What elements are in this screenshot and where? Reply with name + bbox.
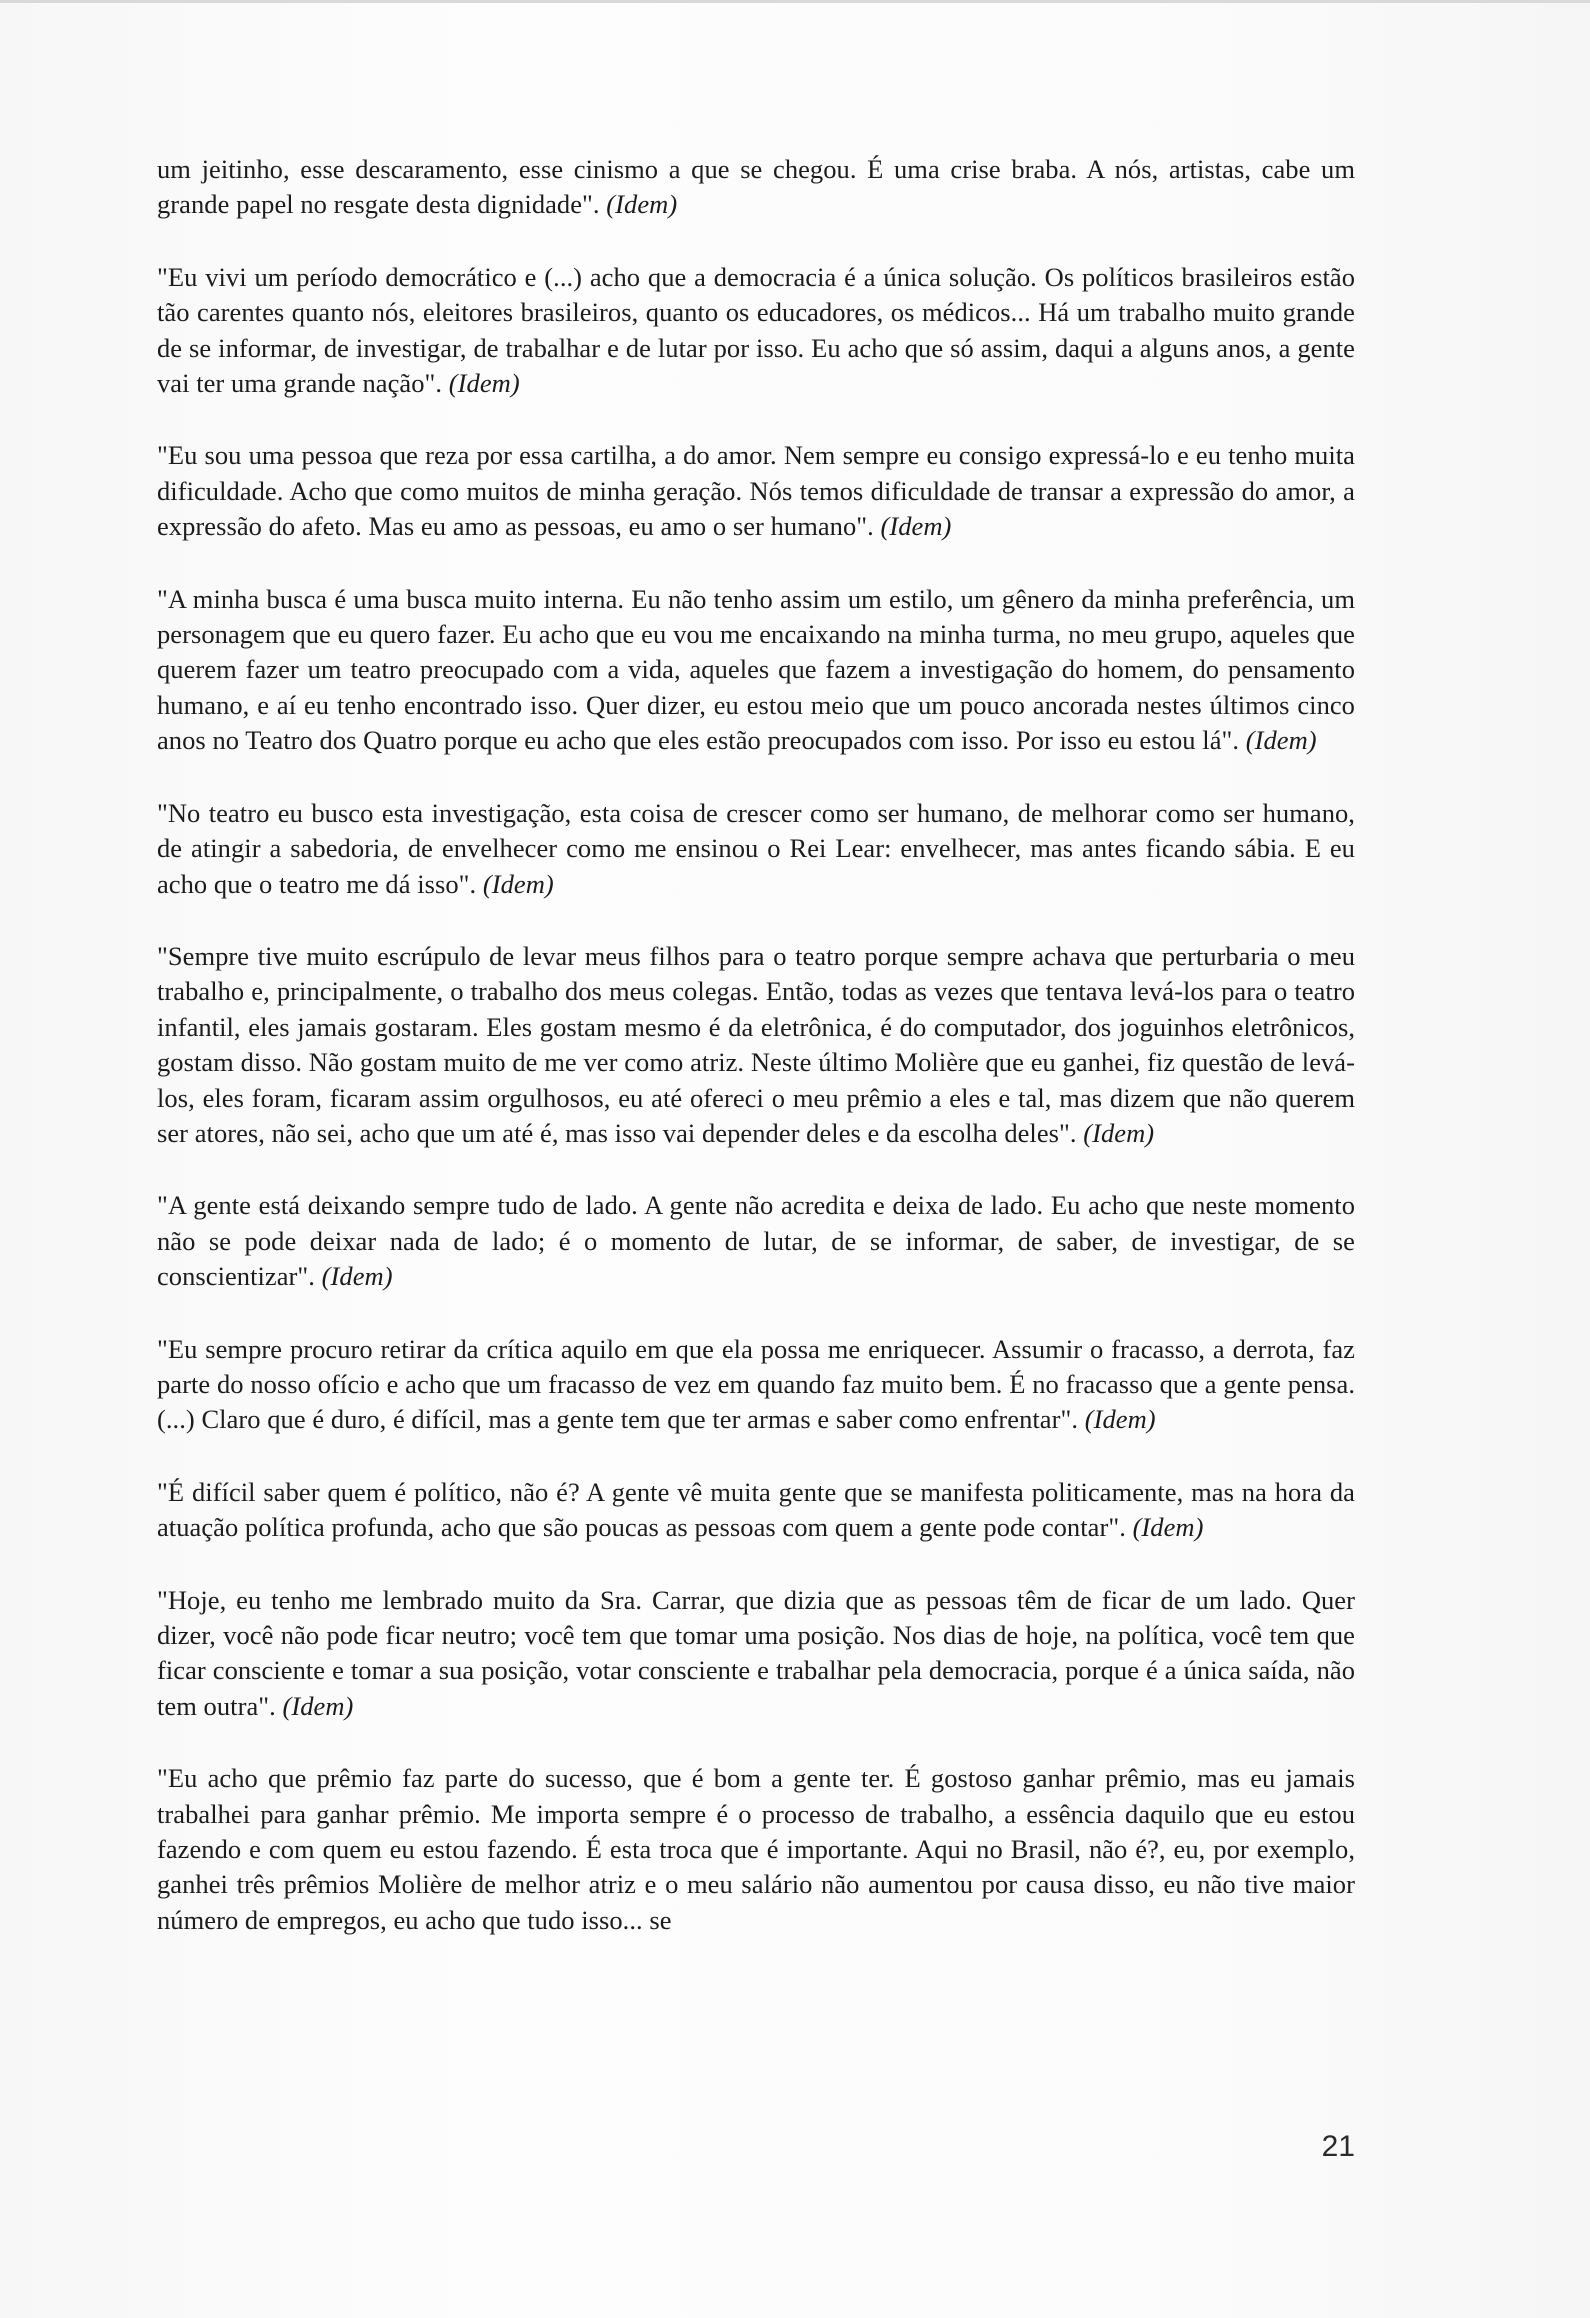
source-citation: (Idem) — [1132, 1512, 1204, 1543]
paragraph-text: "Eu acho que prêmio faz parte do sucesso, que é bom a gente ter. É gostoso ganhar prêmio, mas eu jamais trabalhei para ganhar prêmio. Me importa sempre é o processo de trabalho, a essência daquilo que eu estou fazendo e com quem eu estou fazendo. É esta troca que é importante. Aqui no Brasil, não é?, eu, por exemplo, ganhei três prêmios Molière de melhor atriz e o meu salário não aumentou por causa disso, eu não tive maior número de empregos, eu acho que tudo isso... se — [157, 1763, 1355, 1935]
paragraph-text: "No teatro eu busco esta investigação, esta coisa de crescer como ser humano, de melhorar como ser humano, de atingir a sabedoria, de envelhecer como me ensinou o Rei Lear: envelhecer, mas antes ficando sábia. E eu acho que o teatro me dá isso". — [157, 797, 1355, 899]
paragraph — [157, 796, 1355, 902]
paragraph-text: "A minha busca é uma busca muito interna. Eu não tenho assim um estilo, um gênero da minha preferência, um personagem que eu quero fazer. Eu acho que eu vou me encaixando na minha turma, no meu grupo, aqueles que querem fazer um teatro preocupado com a vida, aqueles que fazem a investigação do homem, do pensamento humano, e aí eu tenho encontrado isso. Quer dizer, eu estou meio que um pouco ancorada nestes últimos cinco anos no Teatro dos Quatro porque eu acho que eles estão preocupados com isso. Por isso eu estou lá". — [157, 583, 1355, 756]
paragraph-text: um jeitinho, esse descaramento, esse cinismo a que se chegou. É uma crise braba. A nós, artistas, cabe um grande papel no resgate desta dignidade". — [157, 154, 1355, 220]
paragraph — [157, 1332, 1355, 1438]
paragraph-text: "É difícil saber quem é político, não é? A gente vê muita gente que se manifesta politicamente, mas na hora da atuação política profunda, acho que são poucas as pessoas com quem a gente pode contar". — [157, 1476, 1355, 1543]
source-citation: (Idem) — [282, 1690, 354, 1721]
paragraph-text: "A gente está deixando sempre tudo de lado. A gente não acredita e deixa de lado. Eu acho que neste momento não se pode deixar nada de lado; é o momento de lutar, de se informar, de saber, de investigar, de se conscientizar". — [157, 1190, 1355, 1292]
source-citation: (Idem) — [606, 189, 678, 220]
paragraph-text: "Hoje, eu tenho me lembrado muito da Sra. Carrar, que dizia que as pessoas têm de ficar de um lado. Quer dizer, você não pode ficar neutro; você tem que tomar uma posição. Nos dias de hoje, na política, você tem que ficar consciente e tomar a sua posição, votar consciente e trabalhar pela democracia, porque é a única saída, não tem outra". — [157, 1584, 1355, 1721]
paragraph — [157, 1761, 1355, 1938]
page-number: 21 — [1321, 2130, 1355, 2163]
source-citation: (Idem) — [1083, 1117, 1155, 1148]
paragraph-text: "Eu sou uma pessoa que reza por essa cartilha, a do amor. Nem sempre eu consigo expressá-lo e eu tenho muita dificuldade. Acho que como muitos de minha geração. Nós temos dificuldade de transar a expressão do amor, a expressão do afeto. Mas eu amo as pessoas, eu amo o ser humano". — [157, 440, 1355, 542]
paragraph — [157, 260, 1355, 402]
page-top-edge — [0, 0, 1590, 3]
paragraph-text: "Eu vivi um período democrático e (...) acho que a democracia é a única solução. Os políticos brasileiros estão tão carentes quanto nós, eleitores brasileiros, quanto os educadores, os médicos... Há um trabalho muito grande de se informar, de investigar, de trabalhar e de lutar por isso. Eu acho que só assim, daqui a alguns anos, a gente vai ter uma grande nação". — [157, 261, 1355, 399]
source-citation: (Idem) — [880, 511, 952, 542]
paragraph — [157, 582, 1355, 759]
paragraph — [157, 939, 1355, 1151]
source-citation: (Idem) — [448, 368, 520, 399]
paragraph-text: "Sempre tive muito escrúpulo de levar meus filhos para o teatro porque sempre achava que perturbaria o meu trabalho e, principalmente, o trabalho dos meus colegas. Então, todas as vezes que tentava levá-los para o teatro infantil, eles jamais gostaram. Eles gostam mesmo é da eletrônica, é do computador, dos joguinhos eletrônicos, gostam disso. Não gostam muito de me ver como atriz. Neste último Molière que eu ganhei, fiz questão de levá-los, eles foram, ficaram assim orgulhosos, eu até ofereci o meu prêmio a eles e tal, mas dizem que não querem ser atores, não sei, acho que um até é, mas isso vai depender deles e da escolha deles". — [157, 940, 1355, 1148]
paragraph — [157, 152, 1355, 223]
document-body — [157, 152, 1355, 1975]
source-citation: (Idem) — [1084, 1404, 1156, 1435]
paragraph-text: "Eu sempre procuro retirar da crítica aquilo em que ela possa me enriquecer. Assumir o fracasso, a derrota, faz parte do nosso ofício e acho que um fracasso de vez em quando faz muito bem. É no fracasso que a gente pensa. (...) Claro que é duro, é difícil, mas a gente tem que ter armas e saber como enfrentar". — [157, 1333, 1355, 1435]
paragraph — [157, 1583, 1355, 1725]
source-citation: (Idem) — [1245, 725, 1317, 756]
paragraph — [157, 1188, 1355, 1294]
source-citation: (Idem) — [321, 1261, 393, 1292]
paragraph — [157, 1475, 1355, 1546]
source-citation: (Idem) — [482, 868, 554, 899]
paragraph — [157, 438, 1355, 544]
